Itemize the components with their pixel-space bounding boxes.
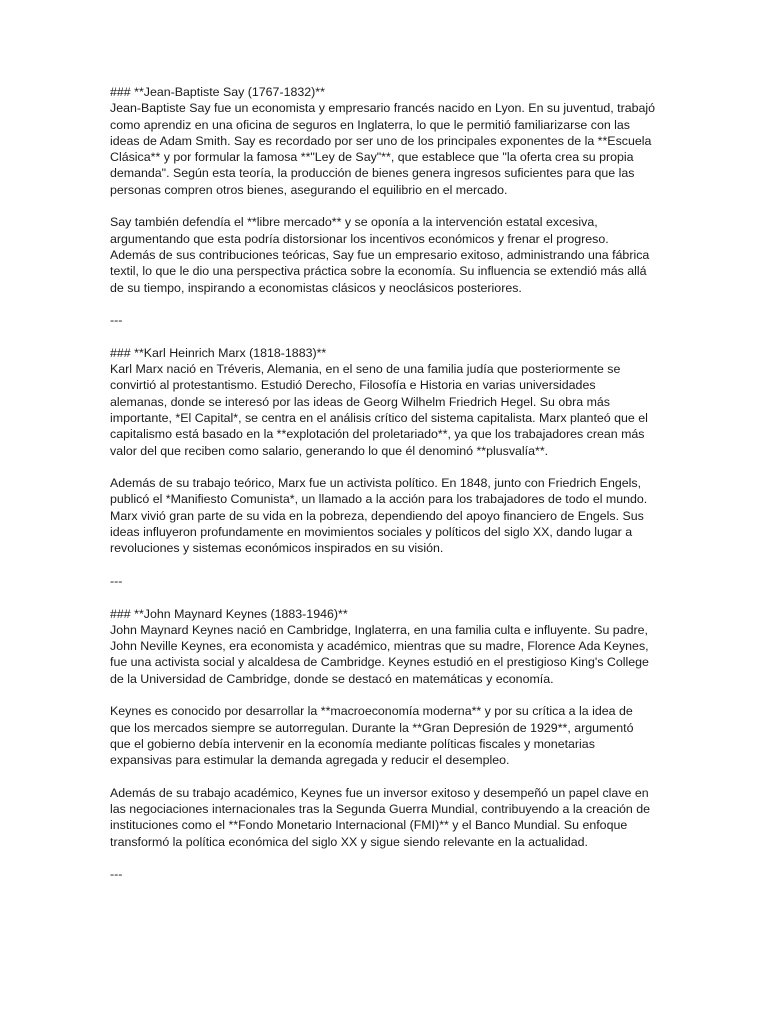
- separator-3: ---: [110, 867, 123, 882]
- separator-1: ---: [110, 313, 123, 328]
- paragraph-gap: [110, 296, 656, 312]
- paragraph-gap: [110, 198, 656, 214]
- paragraph-gap: [110, 328, 656, 344]
- paragraph-marx-1: Karl Marx nació en Tréveris, Alemania, en el seno de una familia judía que posteriormente se convirtió al protestantismo. Estudió Derecho, Filosofía e Historia en varias universidades alemanas, donde se interesó por las ideas de Georg Wilhelm Friedrich Hegel. Su obra más importante, *El Capital*, se centra en el análisis crítico del sistema capitalista. Marx planteó que el capitalismo está basado en la **explotación del proletariado**, ya que los trabajadores crean más valor del que reciben como salario, generando lo que él denominó **plusvalía**.: [110, 362, 648, 458]
- paragraph-gap: [110, 557, 656, 573]
- paragraph-marx-2: Además de su trabajo teórico, Marx fue un activista político. En 1848, junto con Friedrich Engels, publicó el *Manifiesto Comunista*, un llamado a la acción para los trabajadores de todo el mundo. Marx vivió gran parte de su vida en la pobreza, dependiendo del apoyo financiero de Engels. Sus ideas influyeron profundamente en movimientos sociales y políticos del siglo XX, dando lugar a revoluciones y sistemas económicos inspirados en su visión.: [110, 476, 648, 556]
- section-heading-keynes: ### **John Maynard Keynes (1883-1946)**: [110, 606, 348, 621]
- document-page: [110, 84, 656, 883]
- paragraph-keynes-2: Keynes es conocido por desarrollar la **macroeconomía moderna** y por su crítica a la idea de que los mercados siempre se autorregulan. Durante la **Gran Depresión de 1929**, argumentó que el gobierno debía intervenir en la economía mediante políticas fiscales y monetarias expansivas para estimular la demanda agregada y reducir el desempleo.: [110, 704, 634, 768]
- paragraph-gap: [110, 768, 656, 784]
- paragraph-gap: [110, 459, 656, 475]
- paragraph-keynes-1: John Maynard Keynes nació en Cambridge, Inglaterra, en una familia culta e influyente. Su padre, John Neville Keynes, era economista y académico, mientras que su madre, Florence Ada Keynes, fue una activista social y alcaldesa de Cambridge. Keynes estudió en el prestigioso King's College de la Universidad de Cambridge, donde se destacó en matemáticas y economía.: [110, 622, 649, 686]
- section-heading-say: ### **Jean-Baptiste Say (1767-1832)**: [110, 85, 325, 99]
- paragraph-say-2: Say también defendía el **libre mercado** y se oponía a la intervención estatal excesiva, argumentando que esta podría distorsionar los incentivos económicos y frenar el progreso. Además de sus contribuciones teóricas, Say fue un empresario exitoso, administrando una fábrica textil, lo que le dio una perspectiva práctica sobre la economía. Su influencia se extendió más allá de su tiempo, inspirando a economistas clásicos y neoclásicos posteriores.: [110, 215, 650, 295]
- paragraph-say-1: Jean-Baptiste Say fue un economista y empresario francés nacido en Lyon. En su juventud, trabajó como aprendiz en una oficina de seguros en Inglaterra, lo que le permitió familiarizarse con las ideas de Adam Smith. Say es recordado por ser uno de los principales exponentes de la **Escuela Clásica** y por formular la famosa **"Ley de Say"**, que establece que "la oferta crea su propia demanda". Según esta teoría, la producción de bienes genera ingresos suficientes para que las personas compren otros bienes, asegurando el equilibrio en el mercado.: [110, 101, 656, 197]
- paragraph-gap: [110, 589, 656, 605]
- separator-2: ---: [110, 573, 123, 588]
- section-heading-marx: ### **Karl Heinrich Marx (1818-1883)**: [110, 345, 327, 360]
- paragraph-gap: [110, 687, 656, 703]
- paragraph-keynes-3: Además de su trabajo académico, Keynes fue un inversor exitoso y desempeñó un papel clave en las negociaciones internacionales tras la Segunda Guerra Mundial, contribuyendo a la creación de instituciones como el **Fondo Monetario Internacional (FMI)** y el Banco Mundial. Su enfoque transformó la política económica del siglo XX y sigue siendo relevante en la actualidad.: [110, 785, 651, 849]
- paragraph-gap: [110, 850, 656, 866]
